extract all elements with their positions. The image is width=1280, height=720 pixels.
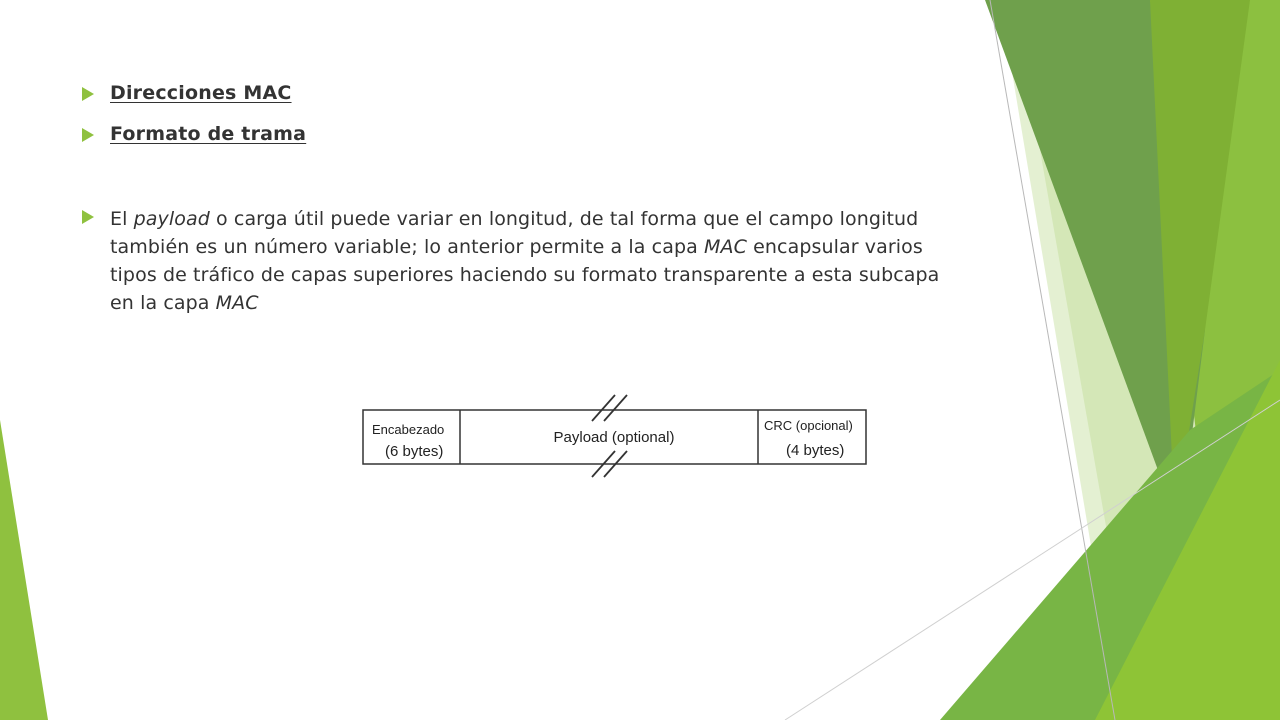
- para-text-3: encapsular varios tipos de tráfico de capas superiores haciendo su formato transparente a esta subcapa en la capa: [110, 236, 940, 314]
- header-label-line1: Encabezado: [372, 422, 445, 437]
- para-em-payload: payload: [133, 208, 210, 230]
- para-text-2: o carga útil puede variar en longitud, de tal forma que el campo longitud también es un número variable; lo anterior permite a la capa: [110, 208, 919, 258]
- crc-label-line2: (4 bytes): [786, 442, 845, 459]
- formato-trama-link[interactable]: Formato de trama: [110, 123, 307, 145]
- para-em-mac-2: MAC: [215, 292, 259, 314]
- direcciones-mac-link[interactable]: Direcciones MAC: [110, 82, 292, 104]
- para-em-mac-1: MAC: [704, 236, 747, 258]
- header-label-line2: (6 bytes): [385, 443, 444, 460]
- crc-label-line1: CRC (opcional): [764, 418, 853, 433]
- payload-label: Payload (optional): [553, 429, 675, 446]
- para-text-1: El: [110, 208, 134, 230]
